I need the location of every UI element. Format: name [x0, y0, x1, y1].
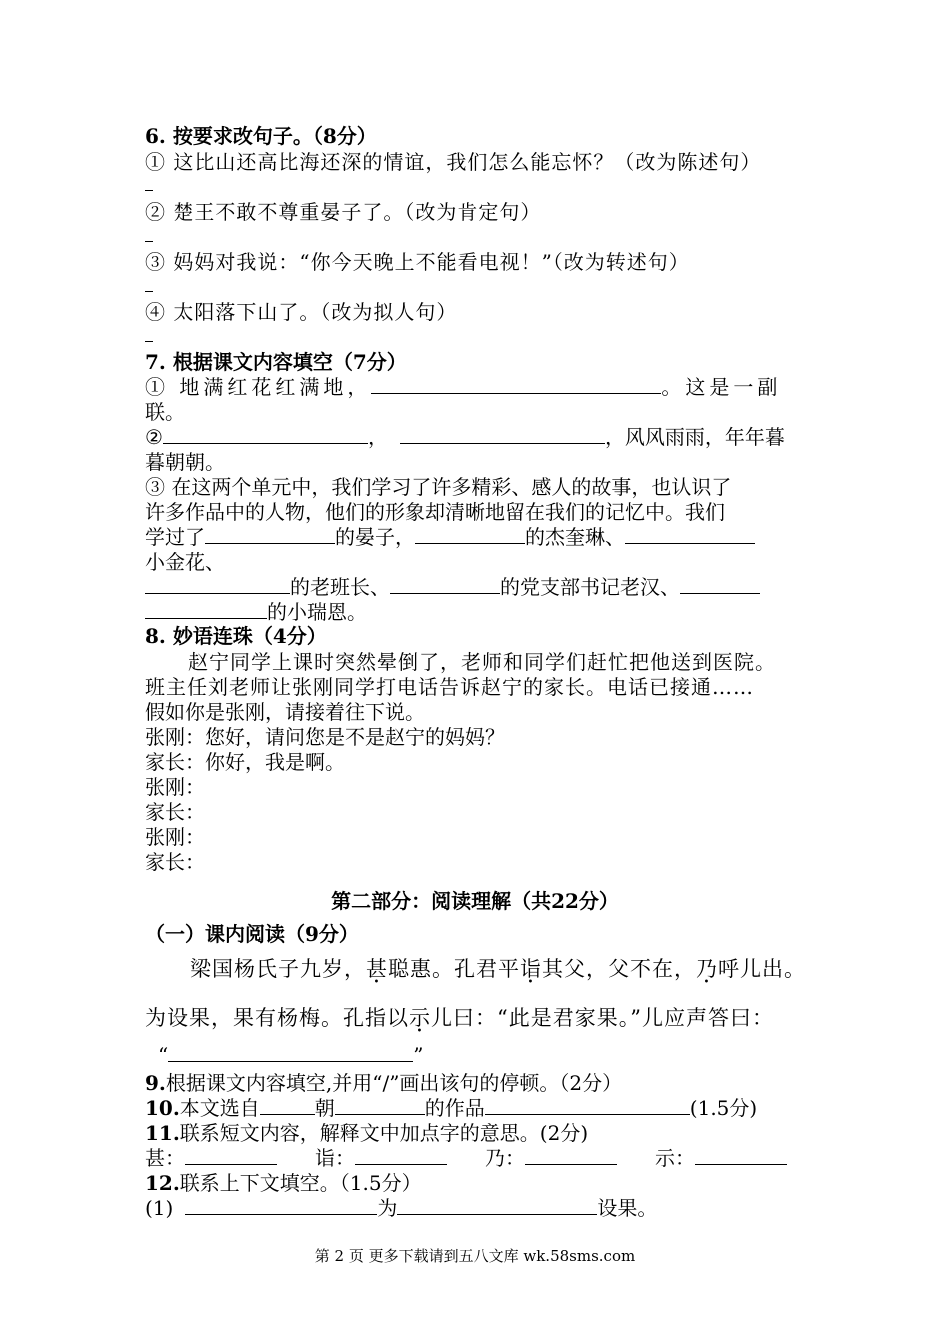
part2-title: 第二部分：阅读理解（共22分） [331, 889, 619, 913]
q6-item-1: ① 这比山还高比海还深的情谊，我们怎么能忘怀？（改为陈述句） [145, 150, 762, 174]
answer-line[interactable] [145, 291, 153, 292]
q12-number: 12. [145, 1171, 180, 1195]
text: 梁国杨氏子九岁， [190, 957, 366, 981]
q10 [145, 1096, 757, 1120]
q11-answers [145, 1146, 787, 1170]
q11 [145, 1121, 588, 1145]
blank[interactable] [390, 575, 500, 594]
dotted-char: 甚 [366, 957, 388, 981]
q7-line-3 [145, 425, 785, 449]
blank[interactable] [335, 1096, 425, 1115]
blank[interactable] [680, 575, 760, 594]
q6-item-3: ③ 妈妈对我说：“你今天晚上不能看电视！”（改为转述句） [145, 250, 690, 274]
blank[interactable] [260, 1096, 315, 1115]
blank[interactable] [415, 525, 525, 544]
blank[interactable] [525, 1146, 617, 1165]
answer-line[interactable] [145, 190, 153, 191]
q8-title: 8. 妙语连珠（4分） [145, 624, 327, 648]
blank[interactable] [695, 1146, 787, 1165]
text: “ [158, 1043, 169, 1067]
q7-text: ① 地满红花红满地， [145, 375, 372, 399]
text: 儿曰：“此是君家果。”儿应声答曰： [431, 1006, 774, 1030]
blank[interactable] [185, 1196, 377, 1215]
q7-line-7 [145, 525, 755, 549]
q7-text: 的老班长、 [290, 575, 390, 599]
q12-text: (1) [145, 1196, 174, 1220]
blank[interactable] [485, 1096, 690, 1115]
q7-line-9 [145, 575, 760, 599]
q8-dialogue[interactable]: 张刚： [145, 825, 205, 849]
part2-subtitle: （一）课内阅读（9分） [145, 922, 359, 946]
q8-dialogue: 张刚：您好，请问您是不是赵宁的妈妈？ [145, 725, 505, 749]
dotted-char: 示 [409, 1006, 431, 1030]
q8-dialogue[interactable]: 家长： [145, 850, 205, 874]
q7-text: 。这是一副 [661, 375, 782, 399]
text: 其父，父不在， [542, 957, 696, 981]
q12-text: 为 [377, 1196, 398, 1220]
classical-text-line-1 [190, 957, 806, 981]
q12-text: 设果。 [597, 1196, 658, 1220]
q10-text: (1.5分) [689, 1096, 758, 1120]
blank[interactable] [168, 1043, 413, 1062]
q7-text: 的党支部书记老汉、 [500, 575, 680, 599]
q8-dialogue[interactable]: 张刚： [145, 775, 205, 799]
q8-paragraph: 班主任刘老师让张刚同学打电话告诉赵宁的家长。电话已接通…… [145, 675, 754, 699]
classical-text-line-2 [145, 1006, 774, 1030]
q6-item-2: ② 楚王不敢不尊重晏子了。（改为肯定句） [145, 200, 542, 224]
q7-text: ， [367, 425, 388, 449]
q12-answer [145, 1196, 657, 1220]
q11-word: 甚： [145, 1146, 185, 1170]
q7-line-5: ③ 在这两个单元中，我们学习了许多精彩、感人的故事，也认识了 [145, 475, 732, 499]
text: 呼儿出。 [718, 957, 806, 981]
q6-item-4: ④ 太阳落下山了。（改为拟人句） [145, 300, 458, 324]
classical-text-line-3 [158, 1043, 423, 1067]
q8-dialogue[interactable]: 家长： [145, 800, 205, 824]
q6-title: 6. 按要求改句子。（8分） [145, 124, 377, 148]
q9-text: 根据课文内容填空,并用“/”画出该句的停顿。（2分） [165, 1071, 623, 1095]
blank[interactable] [145, 575, 290, 594]
q7-title: 7. 根据课文内容填空（7分） [145, 350, 407, 374]
blank[interactable] [355, 1146, 447, 1165]
blank[interactable] [397, 1196, 597, 1215]
q10-text: 的作品 [424, 1096, 485, 1120]
blank[interactable] [625, 525, 755, 544]
text: 为设果，果有杨梅。孔指以 [145, 1006, 409, 1030]
q9 [145, 1071, 622, 1095]
q7-line-10 [145, 600, 367, 624]
q7-text: ② [145, 425, 163, 449]
q8-paragraph: 赵宁同学上课时突然晕倒了，老师和同学们赶忙把他送到医院。 [188, 650, 776, 674]
blank[interactable] [185, 1146, 277, 1165]
q7-line-8: 小金花、 [145, 550, 225, 574]
q11-number: 11. [145, 1121, 180, 1145]
q7-text: 的杰奎琳、 [525, 525, 625, 549]
answer-line[interactable] [145, 341, 153, 342]
q11-text: 联系短文内容，解释文中加点字的意思。(2分) [179, 1121, 589, 1145]
blank[interactable] [145, 600, 267, 619]
page-footer: 第 2 页 更多下载请到五八文库 wk.58sms.com [314, 1247, 636, 1265]
q11-word: 示： [655, 1146, 695, 1170]
q12-text: 联系上下文填空。（1.5分） [179, 1171, 422, 1195]
q11-word: 乃： [485, 1146, 525, 1170]
answer-line[interactable] [145, 241, 153, 242]
blank[interactable] [205, 525, 335, 544]
dotted-char: 乃 [696, 957, 718, 981]
q8-dialogue: 家长：你好，我是啊。 [145, 750, 345, 774]
q7-line-4: 暮朝朝。 [145, 450, 225, 474]
q10-text: 朝 [314, 1096, 335, 1120]
q7-text: ，风风雨雨，年年暮 [604, 425, 785, 449]
q11-word: 诣： [315, 1146, 355, 1170]
q7-line-2: 联。 [145, 400, 185, 424]
q7-text: 的小瑞恩。 [267, 600, 367, 624]
q9-number: 9. [145, 1071, 166, 1095]
q7-text: 的晏子， [335, 525, 415, 549]
blank[interactable] [371, 375, 661, 394]
dotted-char: 诣 [520, 957, 542, 981]
blank[interactable] [400, 425, 605, 444]
q12 [145, 1171, 422, 1195]
q7-line-1 [145, 375, 781, 399]
q7-line-6: 许多作品中的人物，他们的形象却清晰地留在我们的记忆中。我们 [145, 500, 725, 524]
q8-paragraph: 假如你是张刚，请接着往下说。 [145, 700, 425, 724]
q10-number: 10. [145, 1096, 180, 1120]
text: 聪惠。孔君平 [388, 957, 520, 981]
q10-text: 本文选自 [179, 1096, 260, 1120]
blank[interactable] [163, 425, 368, 444]
q7-text: 学过了 [145, 525, 205, 549]
text: ” [413, 1043, 424, 1067]
